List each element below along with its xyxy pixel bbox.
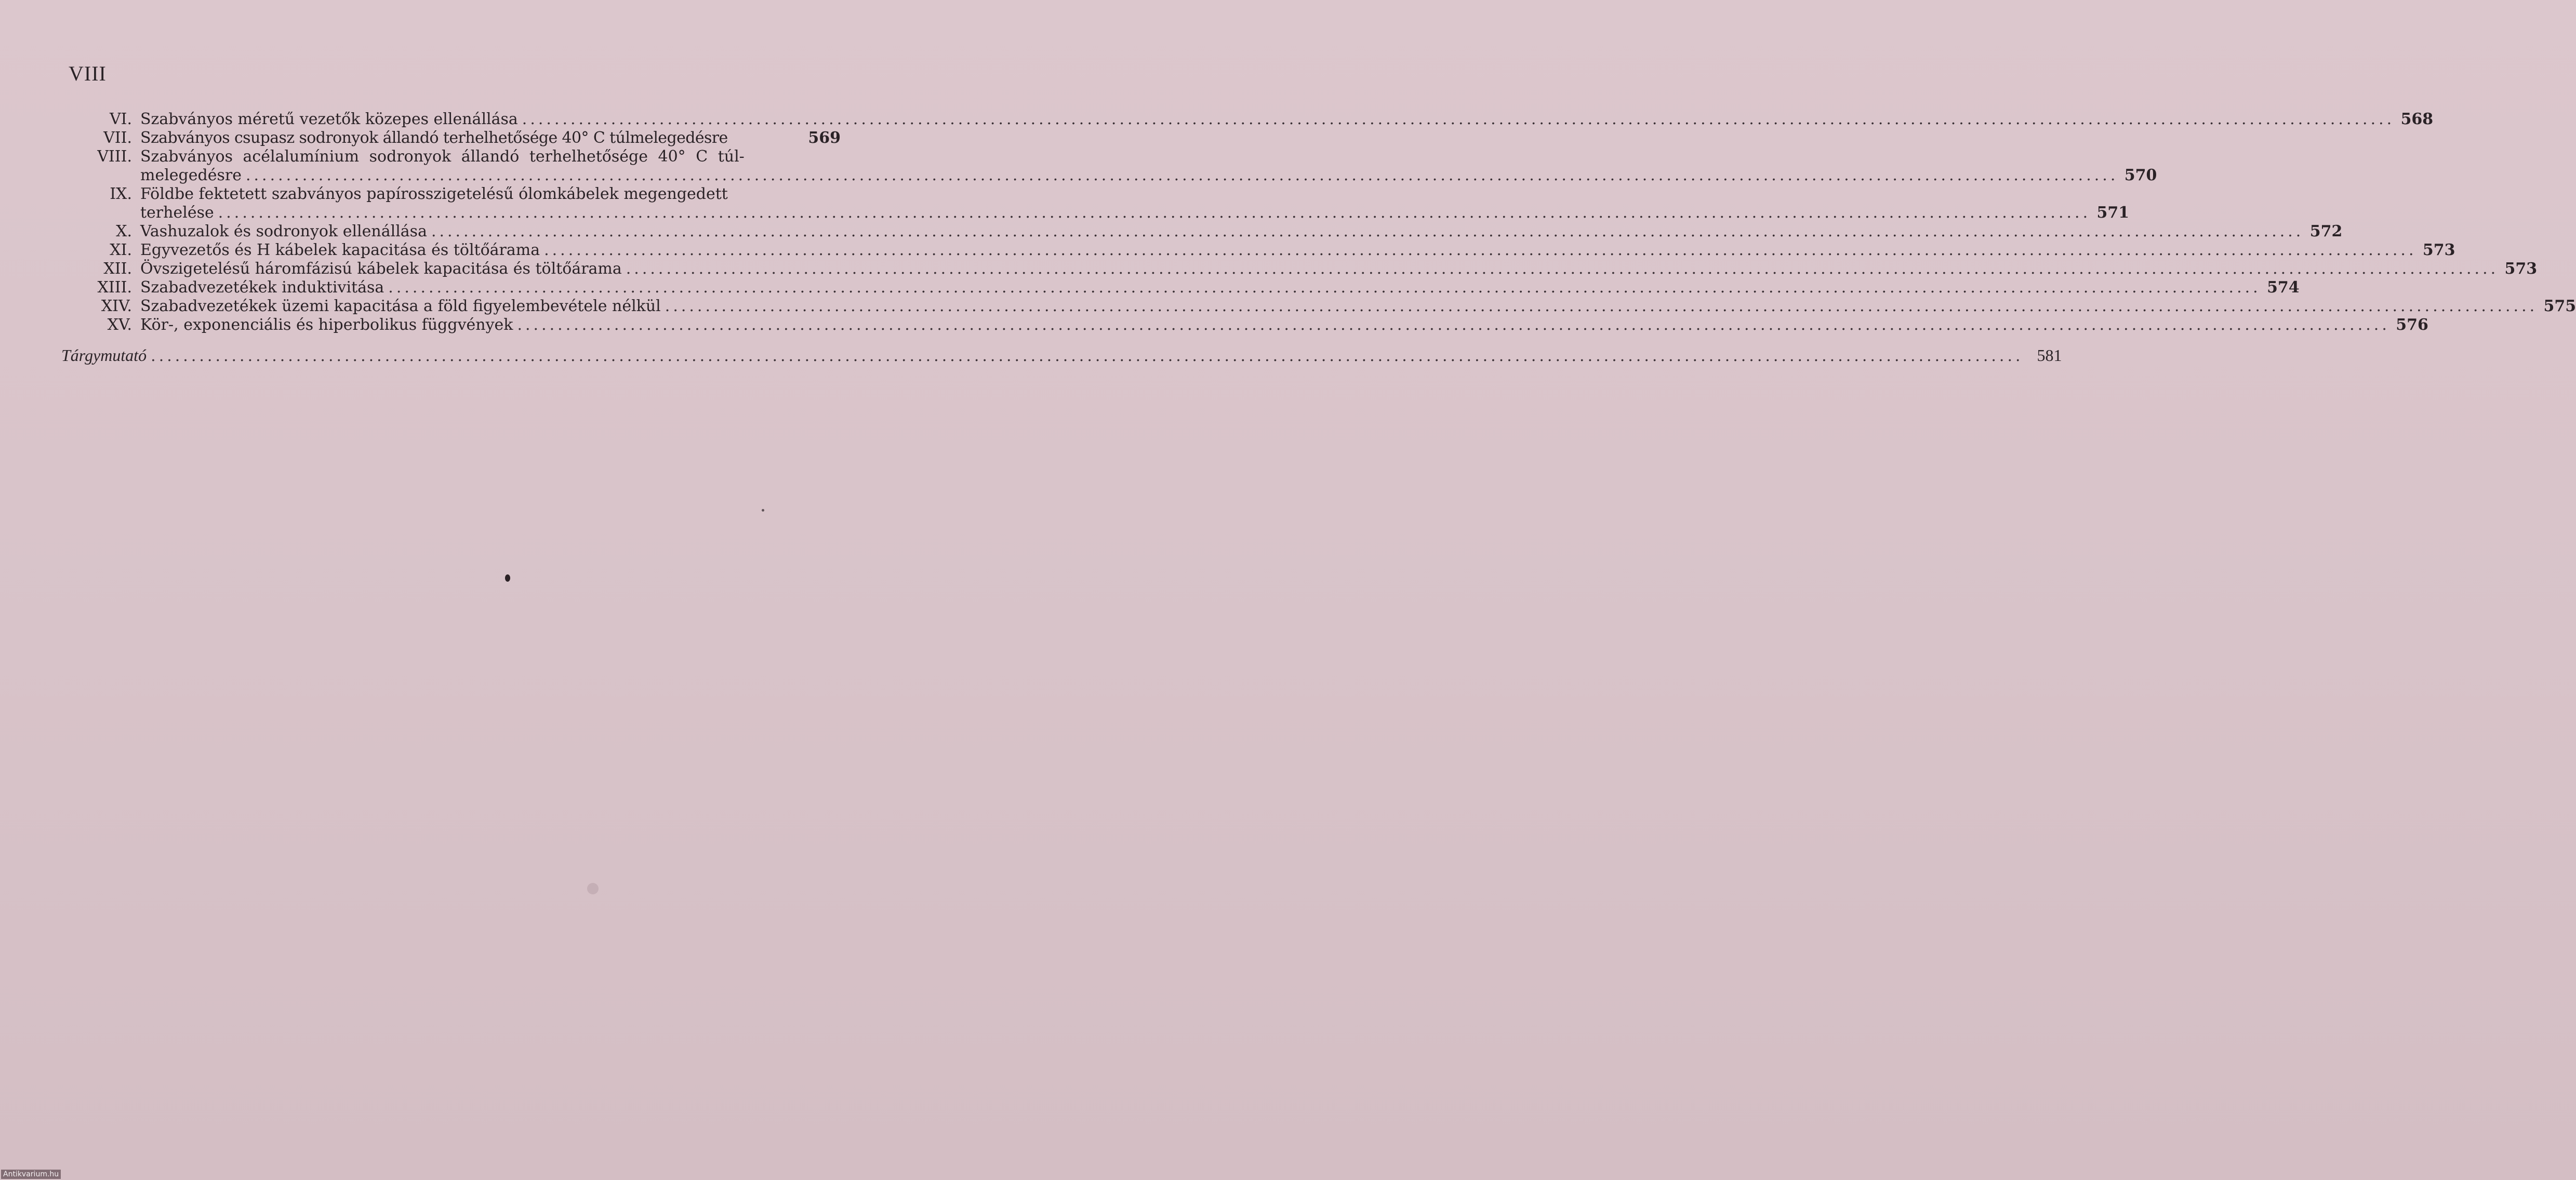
paper-speck: [762, 509, 764, 512]
toc-entry-page: 569: [808, 129, 841, 147]
dot-leader: [626, 260, 2499, 278]
toc-entry-xiv: [61, 297, 2576, 316]
toc-entry-vi: [61, 110, 2434, 129]
toc-entry-page: 572: [2309, 222, 2343, 240]
toc-index-page: 581: [2037, 346, 2062, 365]
toc-entry-title: Szabványos méretű vezetők közepes ellenállása: [140, 110, 518, 128]
dot-leader: [431, 222, 2304, 241]
paper-speck: [505, 574, 510, 582]
dot-leader: [218, 204, 2091, 222]
toc-entry-number: XII.: [103, 260, 132, 278]
toc-entry-page: 574: [2267, 278, 2300, 297]
toc-entry-ix: [61, 185, 2130, 222]
toc-entry-title: Szabadvezetékek induktivitása: [140, 278, 384, 297]
toc-entry-number: VI.: [109, 110, 132, 128]
toc-entry-number: XIV.: [101, 297, 132, 315]
dot-leader: [517, 316, 2389, 334]
toc-entry-title: Vashuzalok és sodronyok ellenállása: [140, 222, 427, 240]
dot-leader: [522, 110, 2395, 129]
table-of-contents: [61, 110, 2576, 366]
toc-entry-page: 568: [2400, 110, 2434, 128]
toc-entry-index: [61, 346, 2062, 366]
toc-entry-page: 570: [2124, 166, 2157, 184]
dot-leader: [151, 347, 2023, 366]
toc-entry-number: XI.: [110, 241, 132, 259]
toc-entry-number: XV.: [107, 316, 132, 334]
toc-entry-title: Övszigetelésű háromfázisú kábelek kapacitása és töltőárama: [140, 260, 622, 278]
page-number: VIII: [69, 62, 107, 85]
toc-entry-number: XIII.: [97, 278, 132, 297]
toc-entry-page: 571: [2096, 204, 2130, 222]
toc-entry-number: VII.: [103, 129, 132, 147]
toc-entry-page: 573: [2422, 241, 2455, 259]
toc-entry-page: 576: [2396, 316, 2428, 334]
toc-entry-vii: [61, 129, 841, 148]
toc-entry-xiii: [61, 278, 2300, 297]
dot-leader: [544, 241, 2416, 260]
toc-entry-page: 575: [2543, 297, 2576, 315]
watermark: Antikvarium.hu: [1, 1170, 61, 1179]
toc-index-title: Tárgymutató: [61, 346, 147, 365]
toc-entry-number: VIII.: [97, 148, 132, 166]
toc-entry-x: [61, 222, 2343, 241]
toc-entry-title-line1: Földbe fektetett szabványos papírosszigetelésű ólomkábelek megengedett: [140, 185, 728, 203]
toc-entry-xv: [61, 316, 2428, 334]
toc-entry-title-line1: Szabványos acélalumínium sodronyok állandó terhelhetősége 40° C túl-: [140, 148, 745, 166]
toc-entry-title: Szabadvezetékek üzemi kapacitása a föld figyelembevétele nélkül: [140, 297, 661, 315]
toc-entry-title: Egyvezetős és H kábelek kapacitása és töltőárama: [140, 241, 540, 259]
toc-entry-page: 573: [2504, 260, 2538, 278]
dot-leader: [388, 278, 2261, 297]
toc-entry-title-line2: terhelése: [140, 204, 214, 222]
toc-entry-xi: [61, 241, 2455, 260]
toc-entry-title: Szabványos csupasz sodronyok állandó terhelhetősége 40° C túlmelegedésre: [140, 129, 728, 147]
toc-entry-number: IX.: [110, 185, 132, 203]
toc-entry-viii: [61, 148, 2157, 185]
toc-entry-number: X.: [116, 222, 132, 240]
dot-leader: [246, 166, 2118, 185]
toc-entry-title: Kör-, exponenciális és hiperbolikus függvények: [140, 316, 513, 334]
paper-speck: [587, 883, 599, 894]
dot-leader: [665, 297, 2538, 316]
toc-entry-title-line2: melegedésre: [140, 166, 242, 184]
toc-entry-xii: [61, 260, 2538, 278]
